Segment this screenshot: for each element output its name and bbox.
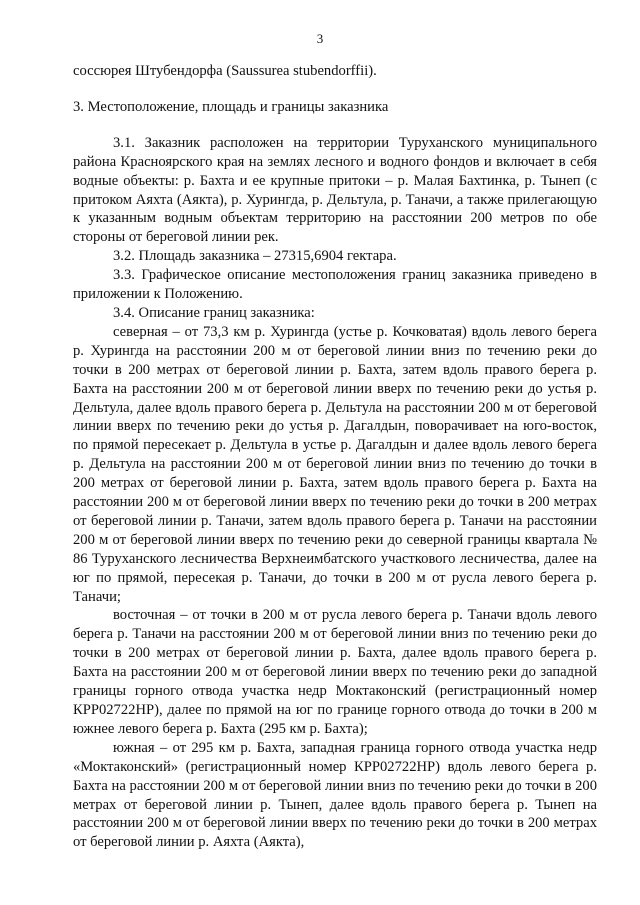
boundary-south: южная – от 295 км р. Бахта, западная граница горного отвода участка недр «Моктаконский» (регистрационный номер КРР02722НР) вдоль левого берега р. Бахта на расстоянии 200 м от береговой линии вниз по течению реки до точки в 200 метрах от береговой линии р. Тынеп, далее вдоль правого берега р. Тынеп на расстоянии 200 м от береговой линии вверх по течению реки до точки в 200 метрах от береговой линии р. Аяхта (Аякта), (73, 739, 597, 851)
page-number: 3 (316, 31, 324, 46)
section-title: 3. Местоположение, площадь и границы заказника (73, 98, 389, 115)
paragraph-3-2: 3.2. Площадь заказника – 27315,6904 гектара. (113, 248, 397, 265)
boundary-east: восточная – от точки в 200 м от русла левого берега р. Таначи вдоль левого берега р. Таначи на расстоянии 200 м от береговой линии вниз по течению реки до точки в 200 метрах от береговой линии р. Бахта, далее вдоль правого берега р. Бахта на расстоянии 200 м от береговой линии вверх по течению реки до западной границы горного отвода участка недр Моктаконский (регистрационный номер КРР02722НР), далее по прямой на юг по границе горного отвода до точки в 200 м южнее левого берега р. Бахта (295 км р. Бахта); (73, 607, 597, 737)
paragraph-3-4: 3.4. Описание границ заказника: (113, 304, 315, 321)
paragraph-3-3: 3.3. Графическое описание местоположения границ заказника приведено в приложении к Положению. (73, 267, 597, 303)
paragraph-3-1: 3.1. Заказник расположен на территории Туруханского муниципального района Красноярского края на землях лесного и водного фондов и включает в себя водные объекты: р. Бахта и ее крупные притоки – р. Малая Бахтинка, р. Тынеп (с притоком Аяхта (Аякта), р. Хурингда, р. Дельтула, р. Таначи, а также прилегающую к указанным водным объектам территорию на расстоянии 200 метров по обе стороны от береговой линии рек. (73, 134, 597, 246)
intro-line: соссюрея Штубендорфа (Saussurea stubendorffii). (73, 63, 377, 79)
boundary-north: северная – от 73,3 км р. Хурингда (устье р. Кочковатая) вдоль левого берега р. Хурингда на расстоянии 200 м от береговой линии вниз по течению реки до точки в 200 метрах от береговой линии р. Бахта, затем вдоль правого берега р. Бахта на расстоянии 200 м от береговой линии вверх по течению реки до устья р. Дельтула, далее вдоль правого берега р. Дельтула на расстоянии 200 м от береговой линии вверх по течению реки до устья р. Дагалдын, поворачивает на юго-восток, по прямой пересекает р. Дельтула в устье р. Дагалдын и далее вдоль левого берега р. Дельтула на расстоянии 200 м от береговой линии вниз по течению до точки в 200 метрах от береговой линии р. Бахта, затем вдоль правого берега р. Бахта на расстоянии 200 м от береговой линии вверх по течению реки до точки в 200 метрах от береговой линии р. Таначи, затем вдоль правого берега р. Таначи на расстоянии 200 м от береговой линии вверх по течению реки до северной границы квартала № 86 Туруханского лесничества Верхнеимбатского участкового лесничества, далее на юг по прямой, пересекая р. Таначи, до точки в 200 м от русла левого берега р. Таначи; (73, 323, 597, 605)
document-body (73, 62, 597, 852)
